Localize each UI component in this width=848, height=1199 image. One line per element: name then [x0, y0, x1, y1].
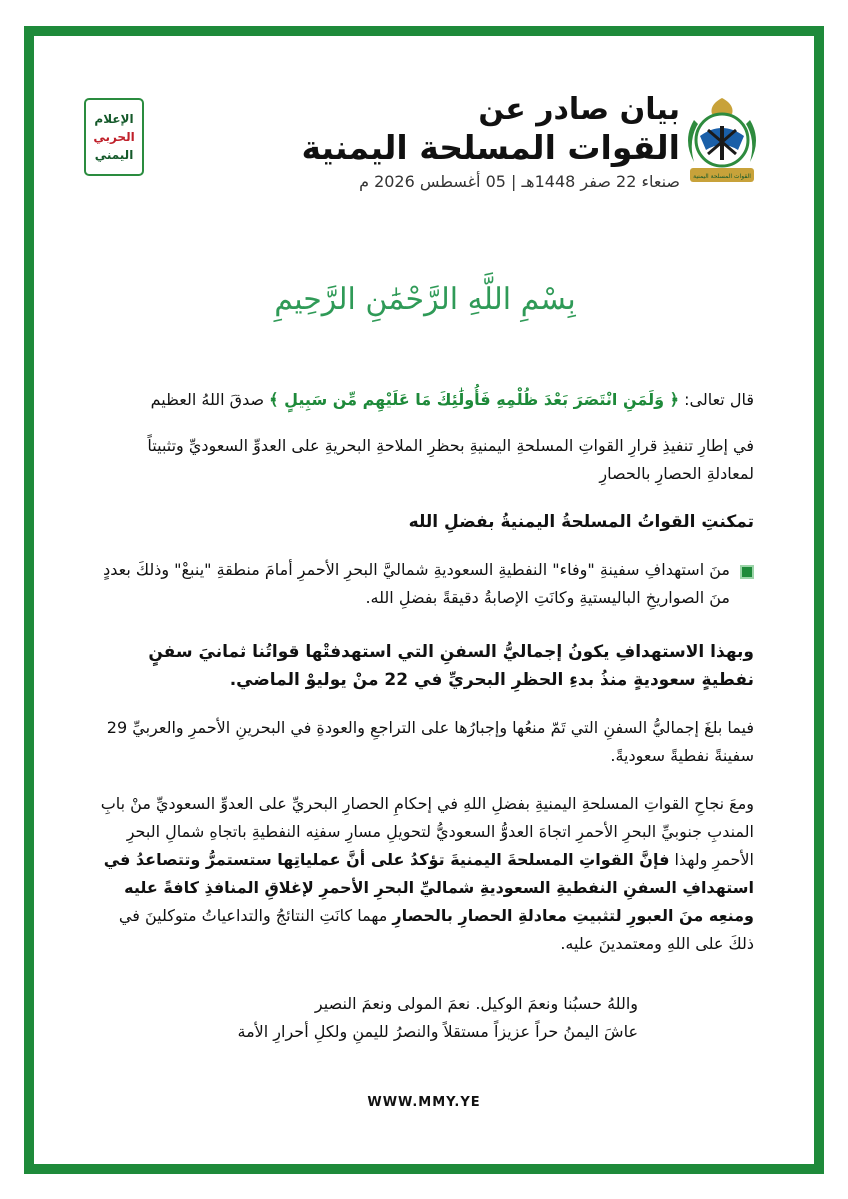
quote-suffix: صدقَ اللهُ العظيم [150, 390, 265, 409]
closing-paragraph [100, 790, 754, 958]
statement-body [100, 386, 754, 958]
emblem-ribbon-text: القوات المسلحة اليمنية [693, 173, 751, 180]
total-paragraph: فيما بلغَ إجماليُّ السفنِ التي تَمّ منعُها وإجبارُها على التراجعِ والعودةِ في البحرينِ الأحمرِ والعربيِّ 29 سفينةً نفطيةً سعوديةً. [106, 718, 754, 765]
intro-paragraph: في إطارِ تنفيذِ قرارِ القواتِ المسلحةِ اليمنيةِ بحظرِ الملاحةِ البحريةِ على العدوِّ السعوديِّ وتثبيتاً لمعادلةِ الحصارِ بالحصارِ [147, 436, 754, 483]
basmala-calligraphy: بِسْمِ اللَّهِ الرَّحْمَٰنِ الرَّحِيمِ [274, 282, 576, 317]
signoff-line2: عاشَ اليمنُ حراً عزيزاً مستقلاً والنصرُ لليمنِ ولكلِ أحرارِ الأمة [237, 1022, 638, 1041]
quote-prefix: قال تعالى: [684, 390, 754, 409]
announcement-heading: تمكنتِ القواتُ المسلحةُ اليمنيةُ بفضلِ الله [408, 512, 754, 532]
closing-tail-text: مهما كانَتِ النتائجُ والتداعياتُ متوكلينَ في ذلكَ على اللهِ ومعتمدينَ عليه. [118, 906, 754, 953]
quote-verse: ﴿ وَلَمَنِ انْتَصَرَ بَعْدَ ظُلْمِهِ فَأُولَٰئِكَ مَا عَلَيْهِم مِّن سَبِيلٍ ﴾ [269, 390, 680, 409]
signoff-line1: واللهُ حسبُنا ونعمَ الوكيل. نعمَ المولى ونعمَ النصير [314, 994, 638, 1013]
armed-forces-emblem-icon [672, 90, 772, 190]
footer-website: WWW.MMY.YE [367, 1095, 481, 1110]
bullet-item [100, 556, 754, 612]
bullet-text: منَ استهدافِ سفينةِ "وفاء" النفطيةِ السعوديةِ شماليَّ البحرِ الأحمرِ أمامَ منطقةِ "ينبعْ" وذلكَ بعددٍ منَ الصواريخِ الباليستيةِ وكانَتِ الإصابةُ دقيقةً بفضلِ الله. [103, 560, 730, 607]
media-logo-line1: الإعلام [94, 112, 134, 126]
closing-bold-text: فإنَّ القواتِ المسلحةَ اليمنيةَ تؤكدُ على أنَّ عملياتِها ستستمرُّ وتتصاعدُ في استهدافِ السفنِ النفطيةِ السعوديةِ شماليِّ البحرِ الأحمرِ لإغلاقِ المنافذِ كافةً عليه ومنعِه منَ العبورِ لتثبيتِ معادلةِ الحصارِ بالحصارِ [103, 850, 754, 925]
header-block [301, 92, 680, 191]
closing-regular-text: ومعَ نجاحِ القواتِ المسلحةِ اليمنيةِ بفضلِ اللهِ في إحكامِ الحصارِ البحريِّ على العدوِّ السعوديِّ منْ بابِ المندبِ جنوبيِّ البحرِ الأحمرِ اتجاهَ العدوُّ السعوديُّ لتحويلِ مسارِ سفنِه النفطيةِ باتجاهِ شمالِ البحرِ الأحمرِ ولهذا [100, 794, 754, 869]
header-pre-title: بيان صادر عن [478, 92, 680, 127]
media-logo-line3: اليمني [94, 148, 134, 162]
header-date-line: صنعاء 22 صفر 1448هـ | 05 أغسطس 2026 م [359, 172, 680, 191]
quran-quote [100, 386, 754, 414]
military-media-logo [84, 98, 144, 176]
summary-paragraph: وبهذا الاستهدافِ يكونُ إجماليُّ السفنِ التي استهدفتْها قواتُنا ثمانيَ سفنٍ نفطيةٍ سعوديةٍ منذُ بدءِ الحظرِ البحريِّ في 22 منْ يوليوْ الماضي. [148, 642, 754, 690]
header-title: القوات المسلحة اليمنية [301, 128, 680, 167]
signoff-block [100, 990, 638, 1046]
media-logo-line2: الحربي [93, 130, 135, 144]
square-bullet-icon [740, 565, 754, 579]
